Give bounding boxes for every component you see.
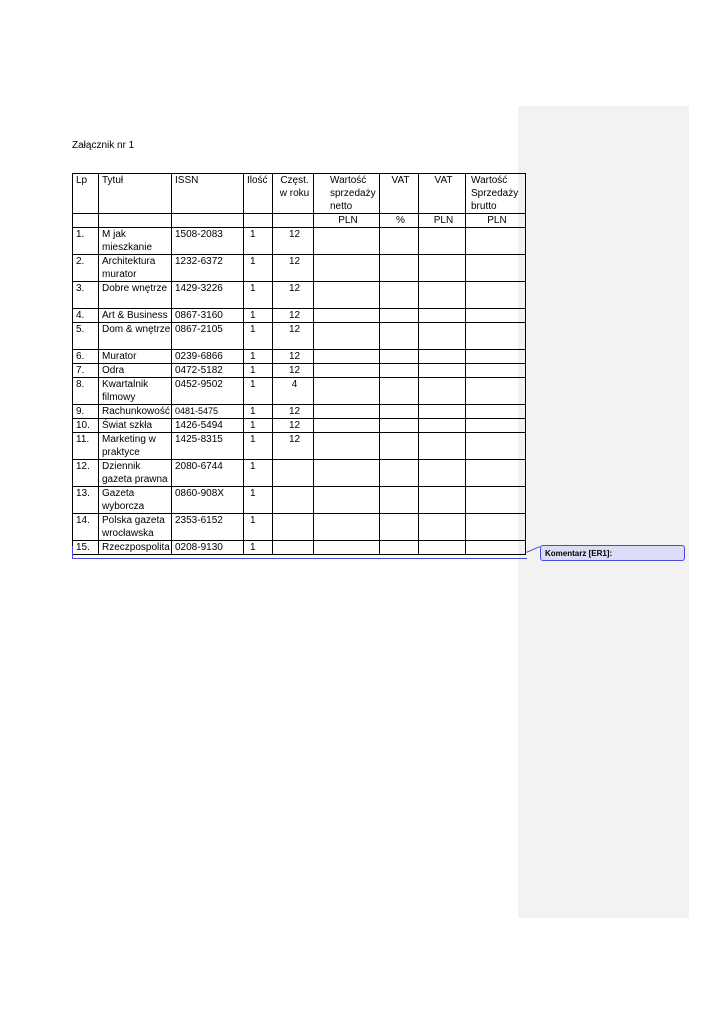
row-vat-amount: [419, 255, 466, 282]
row-net-value: [314, 419, 380, 433]
row-quantity: 1: [244, 405, 273, 419]
row-vat-amount: [419, 364, 466, 378]
row-lp: 7.: [73, 364, 99, 378]
row-lp: 4.: [73, 309, 99, 323]
unit-vat-amount: PLN: [419, 214, 466, 228]
table-row: [73, 282, 526, 309]
header-gross-value: Wartość Sprzedaży brutto: [466, 174, 526, 214]
row-net-value: [314, 323, 380, 350]
row-issn: 0452-9502: [172, 378, 244, 405]
row-frequency: 12: [273, 364, 314, 378]
table-row: [73, 378, 526, 405]
row-net-value: [314, 433, 380, 460]
row-net-value: [314, 309, 380, 323]
row-title: Odra: [99, 364, 172, 378]
row-vat-amount: [419, 350, 466, 364]
row-vat-percent: [380, 433, 419, 460]
table-row: [73, 460, 526, 487]
row-vat-amount: [419, 514, 466, 541]
row-gross-value: [466, 350, 526, 364]
row-frequency: [273, 487, 314, 514]
header-row: [73, 174, 526, 214]
row-title: Marketing w praktyce: [99, 433, 172, 460]
row-issn: 1508-2083: [172, 228, 244, 255]
units-empty-cell: [99, 214, 172, 228]
comment-pane: [518, 106, 689, 918]
row-lp: 2.: [73, 255, 99, 282]
row-quantity: 1: [244, 282, 273, 309]
units-empty-cell: [172, 214, 244, 228]
row-title: Dziennik gazeta prawna: [99, 460, 172, 487]
row-title: Rachunkowość: [99, 405, 172, 419]
header-frequency: Częst. w roku: [273, 174, 314, 214]
unit-gross-value: PLN: [466, 214, 526, 228]
row-vat-percent: [380, 350, 419, 364]
row-issn: 0472-5182: [172, 364, 244, 378]
row-vat-percent: [380, 323, 419, 350]
row-lp: 1.: [73, 228, 99, 255]
units-empty-cell: [244, 214, 273, 228]
row-quantity: 1: [244, 309, 273, 323]
header-vat-amount: VAT: [419, 174, 466, 214]
row-vat-amount: [419, 405, 466, 419]
row-vat-percent: [380, 460, 419, 487]
row-frequency: [273, 514, 314, 541]
row-frequency: 12: [273, 405, 314, 419]
row-title: Świat szkła: [99, 419, 172, 433]
row-frequency: 12: [273, 228, 314, 255]
row-gross-value: [466, 405, 526, 419]
row-vat-amount: [419, 487, 466, 514]
comment-balloon[interactable]: Komentarz [ER1]:: [540, 545, 685, 561]
row-gross-value: [466, 255, 526, 282]
row-issn: 0481-5475: [172, 405, 244, 419]
row-lp: 6.: [73, 350, 99, 364]
row-lp: 13.: [73, 487, 99, 514]
row-frequency: 12: [273, 309, 314, 323]
row-quantity: 1: [244, 541, 273, 555]
row-frequency: 12: [273, 350, 314, 364]
row-net-value: [314, 460, 380, 487]
row-vat-percent: [380, 282, 419, 309]
table-row: [73, 405, 526, 419]
row-net-value: [314, 364, 380, 378]
row-quantity: 1: [244, 228, 273, 255]
row-quantity: 1: [244, 460, 273, 487]
row-vat-amount: [419, 323, 466, 350]
table-row: [73, 487, 526, 514]
row-lp: 14.: [73, 514, 99, 541]
row-vat-amount: [419, 282, 466, 309]
row-issn: 1429-3226: [172, 282, 244, 309]
row-title: Art & Business: [99, 309, 172, 323]
row-vat-amount: [419, 309, 466, 323]
row-gross-value: [466, 487, 526, 514]
row-lp: 5.: [73, 323, 99, 350]
row-vat-percent: [380, 309, 419, 323]
row-quantity: 1: [244, 433, 273, 460]
row-vat-percent: [380, 228, 419, 255]
header-lp: Lp: [73, 174, 99, 214]
row-frequency: 12: [273, 255, 314, 282]
row-frequency: 12: [273, 419, 314, 433]
row-net-value: [314, 487, 380, 514]
row-lp: 15.: [73, 541, 99, 555]
row-lp: 11.: [73, 433, 99, 460]
row-quantity: 1: [244, 350, 273, 364]
row-vat-percent: [380, 487, 419, 514]
header-vat-percent: VAT: [380, 174, 419, 214]
document-title: Załącznik nr 1: [72, 140, 135, 151]
row-title: Gazeta wyborcza: [99, 487, 172, 514]
row-quantity: 1: [244, 378, 273, 405]
row-vat-percent: [380, 514, 419, 541]
row-issn: 2080-6744: [172, 460, 244, 487]
row-gross-value: [466, 433, 526, 460]
row-gross-value: [466, 228, 526, 255]
header-quantity: Ilość: [244, 174, 273, 214]
row-quantity: 1: [244, 255, 273, 282]
table-row: [73, 514, 526, 541]
row-frequency: 12: [273, 433, 314, 460]
row-vat-percent: [380, 405, 419, 419]
row-net-value: [314, 405, 380, 419]
row-issn: 0860-908X: [172, 487, 244, 514]
header-issn: ISSN: [172, 174, 244, 214]
table-row: [73, 364, 526, 378]
row-issn: 1232-6372: [172, 255, 244, 282]
row-quantity: 1: [244, 419, 273, 433]
row-title: Murator: [99, 350, 172, 364]
row-vat-percent: [380, 378, 419, 405]
row-gross-value: [466, 309, 526, 323]
row-quantity: 1: [244, 487, 273, 514]
row-gross-value: [466, 364, 526, 378]
row-net-value: [314, 378, 380, 405]
row-frequency: 12: [273, 282, 314, 309]
row-net-value: [314, 255, 380, 282]
revision-mark-line: [72, 546, 527, 559]
units-empty-cell: [273, 214, 314, 228]
row-vat-amount: [419, 419, 466, 433]
row-title: Kwartalnik filmowy: [99, 378, 172, 405]
table-row: [73, 419, 526, 433]
row-gross-value: [466, 378, 526, 405]
row-issn: 1425-8315: [172, 433, 244, 460]
units-empty-cell: [73, 214, 99, 228]
row-title: Polska gazeta wrocławska: [99, 514, 172, 541]
row-title: Architektura murator: [99, 255, 172, 282]
row-net-value: [314, 228, 380, 255]
row-net-value: [314, 514, 380, 541]
row-quantity: 1: [244, 514, 273, 541]
unit-net-value: PLN: [314, 214, 380, 228]
row-gross-value: [466, 460, 526, 487]
row-lp: 9.: [73, 405, 99, 419]
units-row: [73, 214, 526, 228]
table-row: [73, 323, 526, 350]
table-row: [73, 228, 526, 255]
table-row: [73, 309, 526, 323]
row-quantity: 1: [244, 323, 273, 350]
row-lp: 10.: [73, 419, 99, 433]
unit-vat-percent: %: [380, 214, 419, 228]
table-body: [73, 174, 526, 555]
row-net-value: [314, 350, 380, 364]
row-gross-value: [466, 514, 526, 541]
row-vat-amount: [419, 378, 466, 405]
row-title: Dobre wnętrze: [99, 282, 172, 309]
row-vat-amount: [419, 460, 466, 487]
header-net-value: Wartość sprzedaży netto: [314, 174, 380, 214]
row-vat-percent: [380, 419, 419, 433]
table-row: [73, 433, 526, 460]
row-issn: 0867-2105: [172, 323, 244, 350]
row-gross-value: [466, 323, 526, 350]
row-vat-percent: [380, 364, 419, 378]
row-lp: 12.: [73, 460, 99, 487]
row-title: Rzeczpospolita: [99, 541, 172, 555]
header-title: Tytuł: [99, 174, 172, 214]
row-title: M jak mieszkanie: [99, 228, 172, 255]
row-issn: 0867-3160: [172, 309, 244, 323]
price-table: [72, 173, 526, 555]
row-net-value: [314, 282, 380, 309]
row-gross-value: [466, 419, 526, 433]
row-quantity: 1: [244, 364, 273, 378]
row-vat-percent: [380, 255, 419, 282]
row-title: Dom & wnętrze: [99, 323, 172, 350]
row-issn: 0208-9130: [172, 541, 244, 555]
row-frequency: 12: [273, 323, 314, 350]
table-row: [73, 350, 526, 364]
row-lp: 3.: [73, 282, 99, 309]
row-issn: 0239-6866: [172, 350, 244, 364]
table-row: [73, 255, 526, 282]
row-vat-amount: [419, 433, 466, 460]
row-gross-value: [466, 282, 526, 309]
row-frequency: 4: [273, 378, 314, 405]
row-vat-amount: [419, 228, 466, 255]
row-issn: 2353-6152: [172, 514, 244, 541]
row-lp: 8.: [73, 378, 99, 405]
row-issn: 1426-5494: [172, 419, 244, 433]
row-frequency: [273, 460, 314, 487]
